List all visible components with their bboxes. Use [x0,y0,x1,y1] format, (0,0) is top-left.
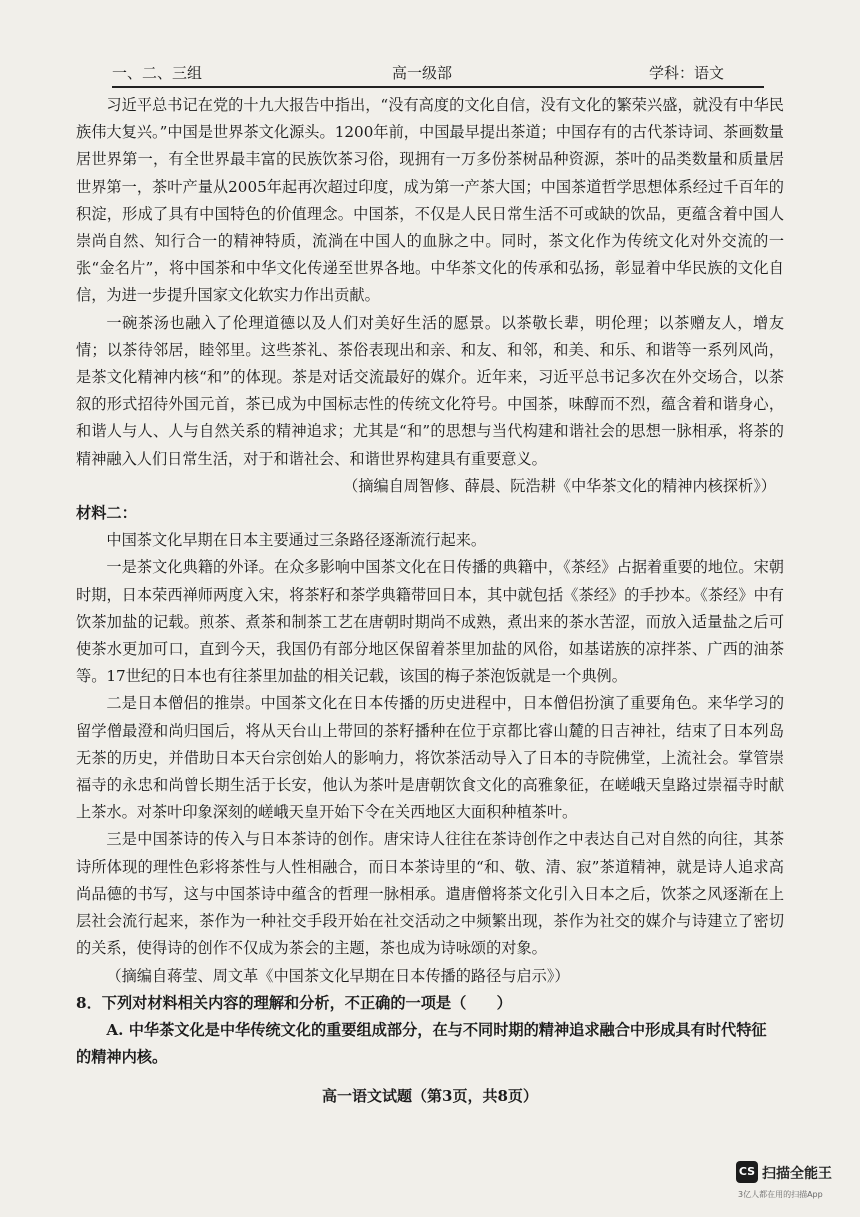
header-subject: 学科：语文 [648,64,724,82]
question-8-option-a-continued: 的精神内核。 [76,1048,168,1067]
header-group: 一、二、三组 [112,64,203,82]
material2-paragraph-4: 三是中国茶诗的传入与日本茶诗的创作。唐宋诗人往往在茶诗创作之中表达自己对自然的向往，其茶诗所体现的理性色彩将茶性与人性相融合，而日本茶诗里的“和、敬、清、寂”茶道精神，就是诗人追求高尚品德的书写，这与中国茶诗中蕴含的哲理一脉相承。遣唐僧将茶文化引入日本之后，饮茶之风逐渐在上层社会流行起来，茶作为一种社交手段开始在社交活动之中频繁出现，茶作为社交的媒介与诗建立了密切的关系，使得诗的创作不仅成为茶会的主题，茶也成为诗咏颂的对象。 [76,830,784,958]
page-footer: 高一语文试题（第3页，共8页） [322,1087,538,1105]
document-body [76,92,784,1071]
scanner-watermark [736,1161,846,1205]
material1-source: （摘编自周智修、薛晨、阮浩耕《中华茶文化的精神内核探析》） [343,476,776,495]
material2-paragraph-3: 二是日本僧侣的推崇。中国茶文化在日本传播的历史进程中，日本僧侣扮演了重要角色。来华学习的留学僧最澄和尚归国后，将从天台山上带回的茶籽播种在位于京都比睿山麓的日吉神社，结束了日本列岛无茶的历史，并借助日本天台宗创始人的影响力，将饮茶活动导入了日本的寺院佛堂，上流社会。掌管崇福寺的永忠和尚曾长期生活于长安，他认为茶叶是唐朝饮食文化的高雅象征，在嵯峨天皇路过崇福寺时献上茶水。对茶叶印象深刻的嵯峨天皇开始下令在关西地区大面积种植茶叶。 [76,694,784,822]
material2-label: 材料二： [76,504,137,523]
watermark-tagline: 3亿人都在用的扫描App [738,1190,823,1199]
question-8-option-a: A. 中华茶文化是中华传统文化的重要组成部分，在与不同时期的精神追求融合中形成具有时代特征 [106,1020,767,1039]
camscanner-logo-icon: CS [736,1161,758,1183]
material1-paragraph-1: 习近平总书记在党的十九大报告中指出，“没有高度的文化自信，没有文化的繁荣兴盛，就没有中华民族伟大复兴。”中国是世界茶文化源头。1200年前，中国最早提出茶道；中国存有的古代茶诗词、茶画数量居世界第一，有全世界最丰富的民族饮茶习俗，现拥有一万多份茶树品种资源，茶叶的品类数量和质量居世界第一，茶叶产量从2005年起再次超过印度，成为第一产茶大国；中国茶道哲学思想体系经过千百年的积淀，形成了具有中国特色的价值理念。中国茶，不仅是人民日常生活不可或缺的饮品，更蕴含着中国人崇尚自然、知行合一的精神特质，流淌在中国人的血脉之中。同时，茶文化作为传统文化对外交流的一张“金名片”，将中国茶和中华文化传递至世界各地。中华茶文化的传承和弘扬，彰显着中华民族的文化自信，为进一步提升国家文化软实力作出贡献。 [76,96,784,305]
material1-paragraph-2: 一碗茶汤也融入了伦理道德以及人们对美好生活的愿景。以茶敬长辈，明伦理；以茶赠友人，增友情；以茶待邻居，睦邻里。这些茶礼、茶俗表现出和亲、和友、和邻，和美、和乐、和谐等一系列风尚，是茶文化精神内核“和”的体现。茶是对话交流最好的媒介。近年来，习近平总书记多次在外交场合，以茶叙的形式招待外国元首，茶已成为中国标志性的传统文化符号。中国茶，味醇而不烈，蕴含着和谐身心，和谐人与人、人与自然关系的精神追求；尤其是“和”的思想与当代构建和谐社会的思想一脉相承，将茶的精神融入人们日常生活，对于和谐社会、和谐世界构建具有重要意义。 [76,313,784,468]
material2-paragraph-1: 中国茶文化早期在日本主要通过三条路径逐渐流行起来。 [106,531,487,550]
material2-paragraph-2: 一是茶文化典籍的外译。在众多影响中国茶文化在日传播的典籍中，《茶经》占据着重要的地位。宋朝时期，日本荣西禅师两度入宋，将茶籽和茶学典籍带回日本，其中就包括《茶经》的手抄本。《茶经》中有饮茶加盐的记载。煎茶、煮茶和制茶工艺在唐朝时期尚不成熟，煮出来的茶水苦涩，而放入适量盐之后可使茶水更加可口，直到今天，我国仍有部分地区保留着茶里加盐的风俗，如基诺族的凉拌茶、广西的油茶等。17世纪的日本也有往茶里加盐的相关记载，该国的梅子茶泡饭就是一个典例。 [76,558,784,686]
header-department: 高一级部 [392,64,453,82]
material2-source: （摘编自蒋莹、周文革《中国茶文化早期在日本传播的路径与启示》） [106,966,570,985]
question-8-stem: 8．下列对材料相关内容的理解和分析，不正确的一项是（ ） [76,993,512,1012]
page-header [112,58,764,88]
watermark-brand: 扫描全能王 [762,1166,832,1182]
